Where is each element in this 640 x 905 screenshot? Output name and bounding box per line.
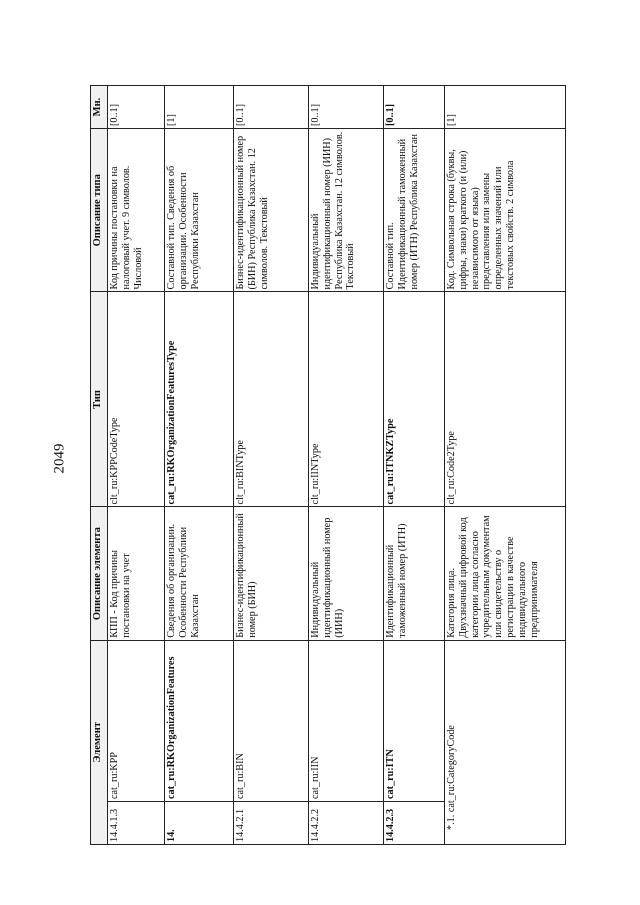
table-row	[234, 86, 309, 845]
row-number-element	[445, 640, 566, 844]
row-type-description: Составной тип. Сведения об организации. Особенности Республики Казахстан	[165, 129, 234, 292]
row-element: cat_ru:RKOrganizationFeatures	[165, 640, 234, 801]
element-table	[90, 85, 566, 845]
header-type-description: Описание типа	[91, 129, 108, 292]
row-type-description: Индивидуальный идентификационный номер (ИИН) Республика Казахстан. 12 символов. Текстовый	[309, 129, 384, 292]
table-row	[309, 86, 384, 845]
row-type-description: Составной тип. Идентификационный таможенный номер (ИТН) Республика Казахстан	[384, 129, 445, 292]
row-element-description: Категория лица. Двухзначный цифровой код категории лица согласно учредительным документам или свидетельству о регистрации в качестве индивидуального предпринимателя	[445, 507, 566, 640]
row-multiplicity: [0..1]	[108, 86, 165, 129]
row-multiplicity: [0..1]	[384, 86, 445, 129]
row-element-description: КПП - Код причины постановки на учет	[108, 507, 165, 640]
header-element-description: Описание элемента	[91, 507, 108, 640]
row-type-description: Код причины постановки на налоговый учет. 9 символов. Числовой	[108, 129, 165, 292]
row-element: cat_ru:BIN	[234, 640, 309, 801]
row-element-description: Сведения об организации. Особенности Республики Казахстан	[165, 507, 234, 640]
row-element-description: Бизнес-идентификационный номер (БИН)	[234, 507, 309, 640]
table-header-row	[91, 86, 108, 845]
table-row	[445, 86, 566, 845]
table-row	[384, 86, 445, 845]
row-type: clt_ru:BINType	[234, 292, 309, 507]
row-element-description: Идентификационный таможенный номер (ИТН)	[384, 507, 445, 640]
row-multiplicity: [1]	[165, 86, 234, 129]
row-element-description: Индивидуальный идентификационный номер (ИИН)	[309, 507, 384, 640]
row-number: *.1.	[446, 814, 457, 830]
row-element: cat_ru:IIN	[309, 640, 384, 801]
row-element: cat_ru:ITN	[384, 640, 445, 801]
row-type: cat_ru:RKOrganizationFeaturesType	[165, 292, 234, 507]
row-element: cat_ru:CategoryCode	[446, 725, 457, 813]
row-type: cat_ru:ITNKZType	[384, 292, 445, 507]
row-number: 14.	[165, 802, 234, 845]
row-multiplicity: [0..1]	[234, 86, 309, 129]
table-row	[108, 86, 165, 845]
row-multiplicity: [0..1]	[309, 86, 384, 129]
table-row	[165, 86, 234, 845]
row-type: clt_ru:IINType	[309, 292, 384, 507]
row-element: cat_ru:KPP	[108, 640, 165, 801]
row-type: clt_ru:Code2Type	[445, 292, 566, 507]
row-number: 14.4.2.2	[309, 802, 384, 845]
header-element: Элемент	[91, 640, 108, 844]
header-type: Тип	[91, 292, 108, 507]
element-table-wrapper	[90, 85, 540, 845]
page-number: 2049	[51, 443, 68, 474]
row-type: clt_ru:KPPCodeType	[108, 292, 165, 507]
row-number: 14.4.2.1	[234, 802, 309, 845]
row-type-description: Бизнес-идентификационный номер (БИН) Республика Казахстан. 12 символов. Текстовый	[234, 129, 309, 292]
row-multiplicity: [1]	[445, 86, 566, 129]
header-multiplicity: Мн.	[91, 86, 108, 129]
row-type-description: Код. Символьная строка (буквы, цифры, знаки) краткого (и (или) независимого от языка) представления или замены определенных значений или текстовых свойств. 2 символа	[445, 129, 566, 292]
row-number: 14.4.2.3	[384, 802, 445, 845]
row-number: 14.4.1.3	[108, 802, 165, 845]
